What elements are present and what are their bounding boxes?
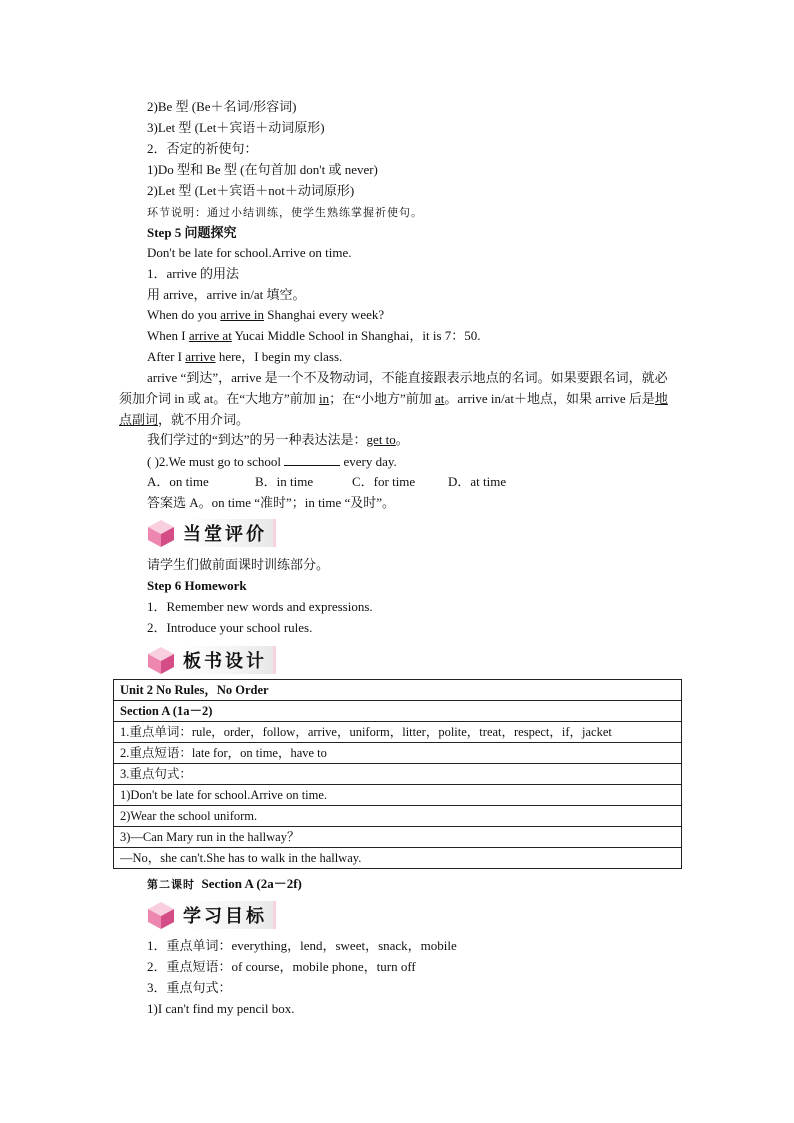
text: ；在“小地方”前加 — [329, 391, 435, 406]
heading-evaluation — [146, 518, 276, 548]
table-cell: 2.重点短语：late for，on time，have to — [114, 743, 682, 764]
heading-title: 板书设计 — [181, 646, 276, 674]
pink-cube-icon — [146, 900, 176, 930]
pink-cube-icon — [146, 645, 176, 675]
text: 我们学过的“到达”的另一种表达法是： — [147, 432, 367, 447]
text-line: 答案选 A。on time “准时”；in time “及时”。 — [147, 495, 396, 510]
table-row — [114, 701, 682, 722]
text: 。 — [395, 432, 409, 447]
text-line: 2．重点短语：of course，mobile phone，turn off — [147, 959, 416, 974]
step-heading: Step 6 Homework — [147, 578, 247, 593]
heading-goals — [146, 900, 276, 930]
text-line: 1．重点单词：everything，lend，sweet，snack，mobile — [147, 938, 457, 953]
text: After I — [147, 349, 186, 364]
table-row — [114, 827, 682, 848]
table-row — [114, 764, 682, 785]
text: Yucai Middle School in Shanghai，it is 7：50. — [231, 328, 481, 343]
text-line: 1)I can't find my pencil box. — [147, 1001, 295, 1016]
text-line: 1．arrive 的用法 — [147, 266, 240, 281]
table-cell: Unit 2 No Rules，No Order — [114, 680, 682, 701]
answer-underlined: get to — [366, 432, 396, 447]
table-row — [114, 785, 682, 806]
option-d: D．at time — [448, 474, 507, 489]
table-cell: 1.重点单词：rule，order，follow，arrive，uniform，litter，polite，treat，respect，if，jacket — [114, 722, 682, 743]
text: 。arrive in/at＋地点，如果 arrive 后是 — [444, 391, 655, 406]
section-note: 环节说明：通过小结训练，使学生熟练掌握祈使句。 — [147, 206, 423, 219]
text-line: 请学生们做前面课时训练部分。 — [147, 557, 330, 572]
lesson-title — [147, 876, 302, 893]
options-line — [147, 474, 506, 490]
text: ，就不用介词。 — [158, 412, 250, 427]
option-b: B．in time — [255, 474, 314, 489]
text-line: 2)Let 型 (Let＋宾语＋not＋动词原形) — [147, 183, 355, 198]
text-line: Don't be late for school.Arrive on time. — [147, 245, 352, 260]
table-row — [114, 848, 682, 869]
table-cell: 3.重点句式： — [114, 764, 682, 785]
text: here，I begin my class. — [215, 349, 343, 364]
heading-title: 学习目标 — [181, 901, 276, 929]
table-cell: —No，she can't.She has to walk in the hallway. — [114, 848, 682, 869]
answer-underlined: in — [319, 391, 330, 406]
table-cell: Section A (1a－2) — [114, 701, 682, 722]
text-line: 3．重点句式： — [147, 980, 232, 995]
text: When do you — [147, 307, 221, 322]
text-line: 3)Let 型 (Let＋宾语＋动词原形) — [147, 120, 325, 135]
lesson-section: Section A (2a－2f) — [201, 876, 302, 891]
board-design-table — [113, 679, 682, 869]
option-c: C．for time — [352, 474, 416, 489]
table-row — [114, 722, 682, 743]
step-heading: Step 5 问题探究 — [147, 225, 237, 240]
table-cell: 2)Wear the school uniform. — [114, 806, 682, 827]
text-line — [147, 432, 409, 448]
pink-cube-icon — [146, 518, 176, 548]
explanation-paragraph — [119, 367, 679, 430]
table-cell: 1)Don't be late for school.Arrive on time. — [114, 785, 682, 806]
text-line: 2)Be 型 (Be＋名词/形容词) — [147, 99, 297, 114]
text: ( )2.We must go to school — [147, 454, 285, 469]
answer-blank — [284, 453, 340, 466]
table-row — [114, 680, 682, 701]
heading-title: 当堂评价 — [181, 519, 276, 547]
heading-board — [146, 645, 276, 675]
text: Shanghai every week? — [263, 307, 385, 322]
answer-underlined: at — [434, 391, 445, 406]
answer-underlined: arrive in — [220, 307, 264, 322]
text-line: 2．否定的祈使句： — [147, 141, 258, 156]
text-line: 用 arrive，arrive in/at 填空。 — [147, 287, 306, 302]
text: When I — [147, 328, 189, 343]
table-row — [114, 806, 682, 827]
question-line — [147, 307, 384, 323]
text: arrive “到达”，arrive 是一个不及物动词，不能直接跟表示地点的名词。如果要跟名词，就必须加介词 in 或 at。在“大地方”前加 — [119, 370, 668, 406]
option-a: A．on time — [147, 474, 209, 489]
question-line — [147, 349, 342, 365]
question-line — [147, 328, 481, 344]
text-line: 1)Do 型和 Be 型 (在句首加 don't 或 never) — [147, 162, 378, 177]
table-row — [114, 743, 682, 764]
text-line: 1．Remember new words and expressions. — [147, 599, 373, 614]
lesson-number: 第二课时 — [147, 878, 195, 891]
answer-underlined: 地点副词 — [119, 391, 668, 427]
question-line — [147, 453, 397, 470]
text-line: 2．Introduce your school rules. — [147, 620, 313, 635]
answer-underlined: arrive — [185, 349, 216, 364]
text: every day. — [340, 454, 397, 469]
answer-underlined: arrive at — [188, 328, 232, 343]
table-cell: 3)—Can Mary run in the hallway？ — [114, 827, 682, 848]
